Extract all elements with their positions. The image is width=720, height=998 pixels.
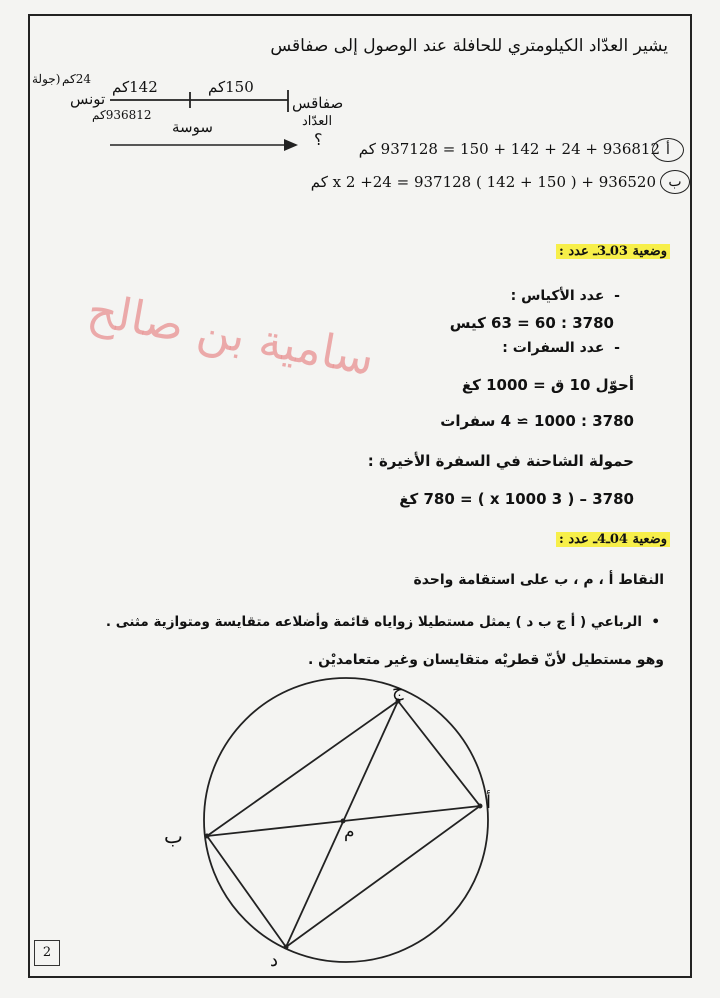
answer-b-label: ب <box>668 174 682 190</box>
km-24-label: 24كم <box>62 72 91 86</box>
trips-label-text: عدد السفرات : <box>502 340 605 356</box>
point-m-label: م <box>344 822 355 842</box>
km-142-label: 142كم <box>112 78 158 96</box>
header-text: يشير العدّاد الكيلومتري للحافلة عند الوصول إلى صفاقس <box>270 36 668 56</box>
last-trip-calc: 3780 – ( 3 x 1000 ) = 780 كغ <box>399 490 634 508</box>
convert-line: أحوّل 10 ق = 1000 كغ <box>461 376 634 394</box>
s4-line1: النقاط أ ، م ، ب على استقامة واحدة <box>413 572 664 588</box>
situation4-title-text: وضعية 04ـ4ـ عدد : <box>556 532 670 547</box>
point-b-dot <box>205 834 210 839</box>
sfax-label: صفاقس <box>292 94 344 112</box>
bags-calc: 3780 : 60 = 63 كيس <box>449 314 614 332</box>
s4-line3: وهو مستطيل لأنّ قطريْه متقايسان وغير متعامديْن . <box>307 652 664 668</box>
sousse-label: سوسة <box>172 118 213 136</box>
last-trip-label: حمولة الشاحنة في السفرة الأخيرة : <box>367 452 634 470</box>
point-d-dot <box>284 945 289 950</box>
point-a-dot <box>478 804 483 809</box>
situation3-title-text: وضعية 03ـ3ـ عدد : <box>556 244 670 259</box>
start-value-label: 936812كم <box>92 108 152 122</box>
km-150-label: 150كم <box>208 78 254 96</box>
answer-b-line: 936520 + ( 150 + 142 ) x 2 +24 = 937128 كم <box>310 173 656 191</box>
point-a-label: أ <box>486 792 492 813</box>
diagonal-jd <box>286 701 398 947</box>
bullet-dot: • <box>641 614 660 630</box>
jawla-label: (جولة <box>32 72 61 86</box>
point-j-label: ج <box>392 680 404 701</box>
bags-label-text: عدد الأكياس : <box>510 288 605 304</box>
bullet-dash: - <box>604 288 620 304</box>
trips-calc: 3780 : 1000 ≃ 4 سفرات <box>440 412 634 430</box>
s4-line2-text: الرباعي ( أ ج ب د ) يمثل مستطيلا زواياه قائمة وأضلاعه متقايسة ومتوازية مثنى . <box>105 614 642 630</box>
answer-a-label: أ <box>666 142 670 158</box>
svg-text:سامية بن صالح: سامية بن صالح <box>83 282 379 386</box>
point-d-label: د <box>270 950 279 971</box>
page-number: 2 <box>34 940 60 966</box>
point-b-label: ب <box>164 824 183 848</box>
answer-a-line: 936812 + 24 + 142 + 150 = 937128 كم <box>358 140 660 158</box>
tunis-label: تونس <box>70 90 106 108</box>
bullet-dash: - <box>604 340 620 356</box>
counter-label: العدّاد <box>302 114 333 129</box>
question-mark: ؟ <box>314 130 323 149</box>
